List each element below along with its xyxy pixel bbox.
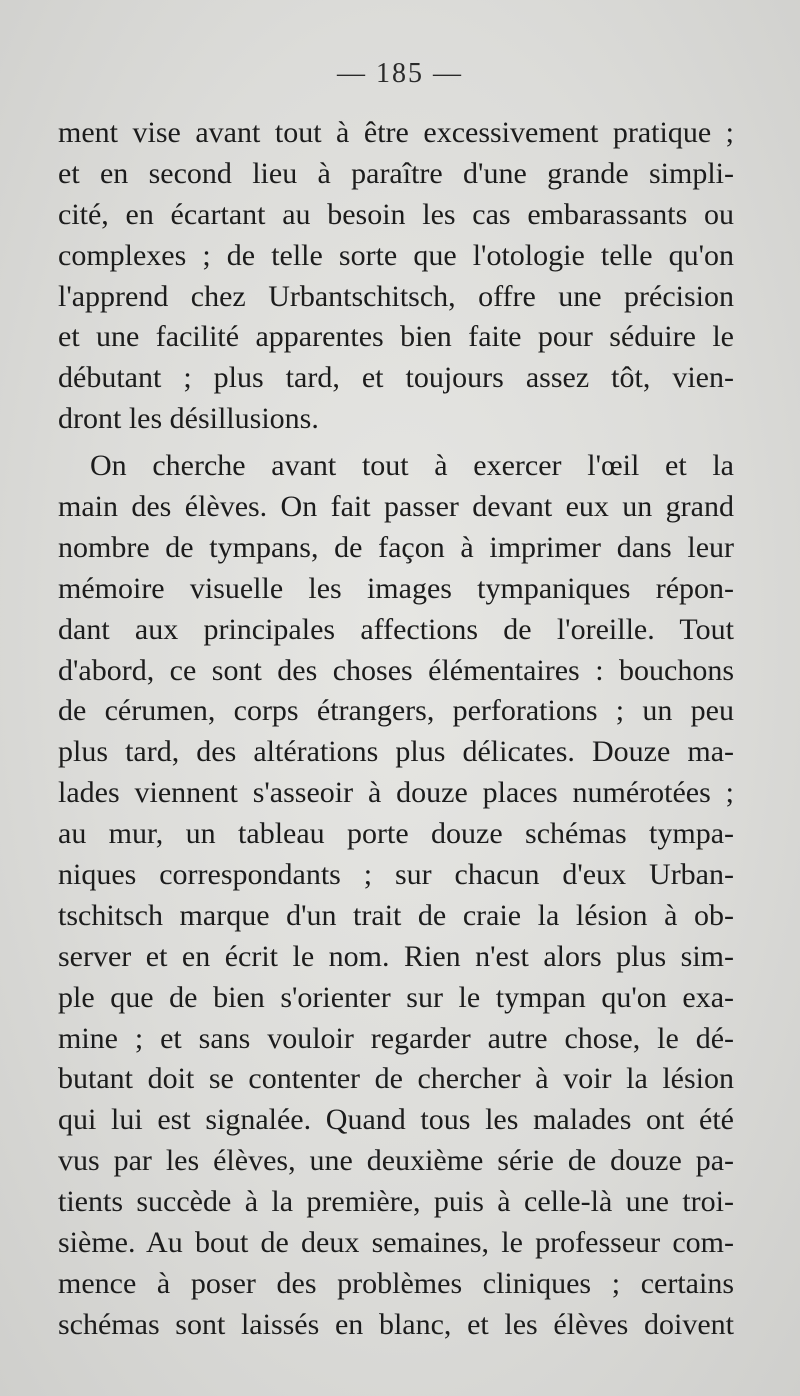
text-line: main des élèves. On fait passer devant eux un grand bbox=[58, 490, 734, 524]
text-line: sième. Au bout de deux semaines, le professeur com- bbox=[58, 1226, 734, 1260]
text-line: lades viennent s'asseoir à douze places numérotées ; bbox=[58, 776, 734, 810]
text-line: mine ; et sans vouloir regarder autre chose, le dé- bbox=[58, 1021, 734, 1055]
text-line: niques correspondants ; sur chacun d'eux Urban- bbox=[58, 858, 734, 892]
text-line: qui lui est signalée. Quand tous les malades ont été bbox=[58, 1103, 734, 1137]
page-number: — 185 — bbox=[337, 58, 463, 89]
text-line: dront les désillusions. bbox=[58, 402, 319, 436]
text-line: d'abord, ce sont des choses élémentaires : bouchons bbox=[58, 653, 734, 687]
text-line: plus tard, des altérations plus délicates. Douze ma- bbox=[58, 735, 734, 769]
text-line: complexes ; de telle sorte que l'otologie telle qu'on bbox=[58, 238, 734, 272]
paragraph-2 bbox=[58, 446, 734, 1346]
text-line: mence à poser des problèmes cliniques ; certains bbox=[58, 1266, 734, 1300]
text-line: nombre de tympans, de façon à imprimer dans leur bbox=[58, 530, 734, 564]
text-line: vus par les élèves, une deuxième série de douze pa- bbox=[58, 1144, 734, 1178]
text-line: mémoire visuelle les images tympaniques répon- bbox=[58, 571, 734, 605]
text-line: de cérumen, corps étrangers, perforations ; un peu bbox=[58, 694, 734, 728]
text-line: débutant ; plus tard, et toujours assez tôt, vien- bbox=[58, 361, 734, 395]
text-line: ment vise avant tout à être excessivement pratique ; bbox=[58, 116, 734, 149]
body-text bbox=[58, 113, 734, 1346]
text-line: schémas sont laissés en blanc, et les élèves doivent bbox=[58, 1307, 734, 1341]
text-line: et une facilité apparentes bien faite pour séduire le bbox=[58, 320, 734, 354]
text-line: et en second lieu à paraître d'une grande simpli- bbox=[58, 156, 734, 190]
text-line: tschitsch marque d'un trait de craie la lésion à ob- bbox=[58, 898, 734, 932]
text-line: butant doit se contenter de chercher à voir la lésion bbox=[58, 1062, 734, 1096]
text-line: au mur, un tableau porte douze schémas tympa- bbox=[58, 817, 734, 851]
text-line: dant aux principales affections de l'oreille. Tout bbox=[58, 612, 734, 646]
paragraph-1 bbox=[58, 113, 734, 440]
text-line: server et en écrit le nom. Rien n'est alors plus sim- bbox=[58, 939, 734, 973]
text-line: On cherche avant tout à exercer l'œil et la bbox=[90, 449, 734, 483]
text-line: ple que de bien s'orienter sur le tympan qu'on exa- bbox=[58, 980, 734, 1014]
text-line: cité, en écartant au besoin les cas embarassants ou bbox=[58, 197, 734, 231]
text-line: l'apprend chez Urbantschitsch, offre une précision bbox=[58, 279, 734, 313]
text-line: tients succède à la première, puis à celle-là une troi- bbox=[58, 1185, 734, 1219]
